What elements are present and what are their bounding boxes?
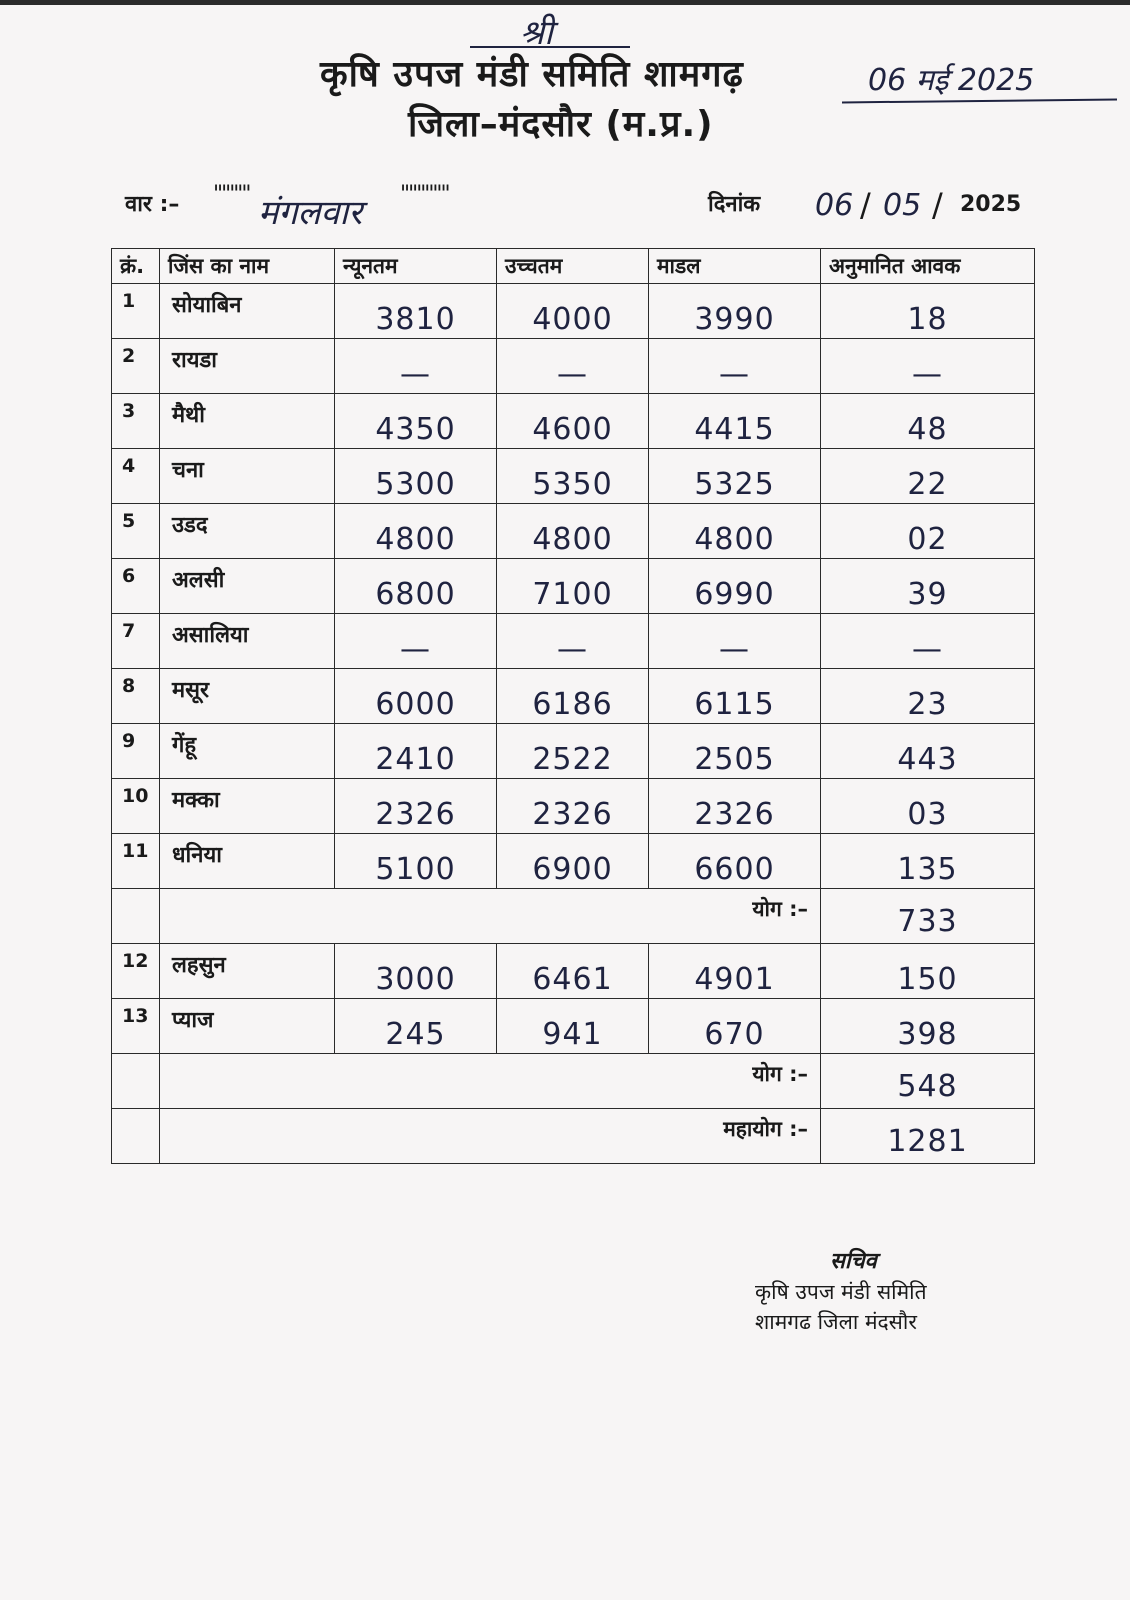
row-commodity: धनिया xyxy=(172,843,222,868)
row-sno: 12 xyxy=(122,950,149,972)
row-sno: 2 xyxy=(122,345,136,367)
table-row xyxy=(112,669,1035,724)
row-min: 4800 xyxy=(375,521,456,557)
subtotal-row-2 xyxy=(112,1054,1035,1109)
subtotal-row-1 xyxy=(112,889,1035,944)
col-header-arrival: अनुमानित आवक xyxy=(821,249,1035,284)
row-max: 2522 xyxy=(532,741,613,777)
row-max: 7100 xyxy=(532,576,613,612)
row-max: 2326 xyxy=(532,796,613,832)
row-arrival: 22 xyxy=(907,466,948,502)
row-arrival: 23 xyxy=(907,686,948,722)
date-day: 06 xyxy=(815,188,854,223)
table-row xyxy=(112,944,1035,999)
row-sno: 1 xyxy=(122,290,136,312)
signatory-location: शामगढ जिला मंदसौर xyxy=(755,1310,917,1334)
row-arrival: 443 xyxy=(897,741,958,777)
row-min: 3810 xyxy=(375,301,456,337)
handwritten-date: 06 मई 2025 xyxy=(868,63,1035,98)
row-min: 4350 xyxy=(375,411,456,447)
row-commodity: प्याज xyxy=(172,1008,214,1033)
day-label: वार :– xyxy=(125,192,180,217)
col-header-name: जिंस का नाम xyxy=(160,249,335,284)
row-commodity: उडद xyxy=(172,513,208,538)
row-model: 4415 xyxy=(694,411,775,447)
table-row xyxy=(112,394,1035,449)
row-min: 6000 xyxy=(375,686,456,722)
signatory-title: सचिव xyxy=(830,1249,877,1274)
col-header-min: न्यूनतम xyxy=(335,249,497,284)
table-row xyxy=(112,724,1035,779)
row-max: 6461 xyxy=(532,961,613,997)
table-header-row xyxy=(112,249,1035,284)
subtotal-2-label: योग :– xyxy=(752,1062,808,1086)
date-label: दिनांक xyxy=(708,192,761,217)
grand-total-label: महायोग :– xyxy=(723,1117,808,1141)
day-dots-right: '''''''''''' xyxy=(400,182,449,207)
row-sno: 5 xyxy=(122,510,136,532)
row-min: 245 xyxy=(385,1016,446,1052)
invocation-text: श्री xyxy=(520,13,553,53)
row-model: — xyxy=(719,356,750,392)
row-commodity: मक्का xyxy=(172,788,220,813)
row-commodity: चना xyxy=(172,458,204,483)
row-model: 6990 xyxy=(694,576,775,612)
subtotal-1-label: योग :– xyxy=(752,897,808,921)
district-title: जिला–मंदसौर (म.प्र.) xyxy=(408,104,714,145)
row-commodity: सोयाबिन xyxy=(172,293,242,318)
row-model: 670 xyxy=(704,1016,765,1052)
row-max: — xyxy=(557,631,588,667)
date-slash-1: / xyxy=(860,186,871,224)
row-arrival: — xyxy=(912,631,943,667)
row-commodity: लहसुन xyxy=(172,953,226,978)
row-min: — xyxy=(400,631,431,667)
row-arrival: 398 xyxy=(897,1016,958,1052)
table-row xyxy=(112,614,1035,669)
row-sno: 8 xyxy=(122,675,136,697)
row-commodity: गेंहू xyxy=(172,733,197,758)
row-sno: 10 xyxy=(122,785,149,807)
row-model: 4800 xyxy=(694,521,775,557)
row-max: 941 xyxy=(542,1016,603,1052)
subtotal-1-value: 733 xyxy=(897,903,958,939)
row-model: 2505 xyxy=(694,741,775,777)
row-min: 6800 xyxy=(375,576,456,612)
table-row xyxy=(112,779,1035,834)
grand-total-row xyxy=(112,1109,1035,1164)
row-commodity: अलसी xyxy=(172,568,225,593)
col-header-sno: क्रं. xyxy=(112,249,160,284)
date-year: 2025 xyxy=(960,192,1022,217)
row-model: 2326 xyxy=(694,796,775,832)
col-header-model: माडल xyxy=(649,249,821,284)
row-max: 4000 xyxy=(532,301,613,337)
signatory-office: कृषि उपज मंडी समिति xyxy=(755,1280,927,1304)
table-row xyxy=(112,999,1035,1054)
day-value: मंगलवार xyxy=(258,193,363,233)
row-min: 2410 xyxy=(375,741,456,777)
row-sno: 11 xyxy=(122,840,149,862)
row-commodity: मसूर xyxy=(172,678,210,703)
table-row xyxy=(112,559,1035,614)
row-max: 4800 xyxy=(532,521,613,557)
row-arrival: 48 xyxy=(907,411,948,447)
row-model: — xyxy=(719,631,750,667)
grand-total-value: 1281 xyxy=(887,1123,968,1159)
row-sno: 4 xyxy=(122,455,136,477)
row-arrival: 03 xyxy=(907,796,948,832)
row-arrival: 02 xyxy=(907,521,948,557)
row-commodity: रायडा xyxy=(172,348,217,373)
row-max: — xyxy=(557,356,588,392)
row-max: 4600 xyxy=(532,411,613,447)
row-model: 5325 xyxy=(694,466,775,502)
mandi-rates-table xyxy=(111,248,1035,1164)
row-arrival: 18 xyxy=(907,301,948,337)
col-header-max: उच्चतम xyxy=(497,249,649,284)
row-min: — xyxy=(400,356,431,392)
row-model: 3990 xyxy=(694,301,775,337)
row-arrival: 39 xyxy=(907,576,948,612)
table-row xyxy=(112,449,1035,504)
day-dots-left: ''''''''' xyxy=(213,182,250,207)
row-model: 6600 xyxy=(694,851,775,887)
row-sno: 7 xyxy=(122,620,136,642)
row-model: 6115 xyxy=(694,686,775,722)
table-row xyxy=(112,504,1035,559)
row-max: 6900 xyxy=(532,851,613,887)
date-month: 05 xyxy=(883,188,922,223)
row-max: 6186 xyxy=(532,686,613,722)
row-min: 5100 xyxy=(375,851,456,887)
row-sno: 6 xyxy=(122,565,136,587)
table-row xyxy=(112,834,1035,889)
row-commodity: मैथी xyxy=(172,403,205,428)
row-model: 4901 xyxy=(694,961,775,997)
committee-title: कृषि उपज मंडी समिति शामगढ़ xyxy=(320,54,744,95)
table-row xyxy=(112,284,1035,339)
row-sno: 13 xyxy=(122,1005,149,1027)
row-arrival: 150 xyxy=(897,961,958,997)
handwritten-date-underline xyxy=(842,99,1117,104)
row-arrival: 135 xyxy=(897,851,958,887)
row-min: 2326 xyxy=(375,796,456,832)
row-sno: 3 xyxy=(122,400,136,422)
row-sno: 9 xyxy=(122,730,136,752)
subtotal-2-value: 548 xyxy=(897,1068,958,1104)
top-edge-strip xyxy=(0,0,1130,5)
row-min: 3000 xyxy=(375,961,456,997)
row-arrival: — xyxy=(912,356,943,392)
row-max: 5350 xyxy=(532,466,613,502)
row-min: 5300 xyxy=(375,466,456,502)
table-row xyxy=(112,339,1035,394)
date-slash-2: / xyxy=(932,186,943,224)
row-commodity: असालिया xyxy=(172,623,249,648)
